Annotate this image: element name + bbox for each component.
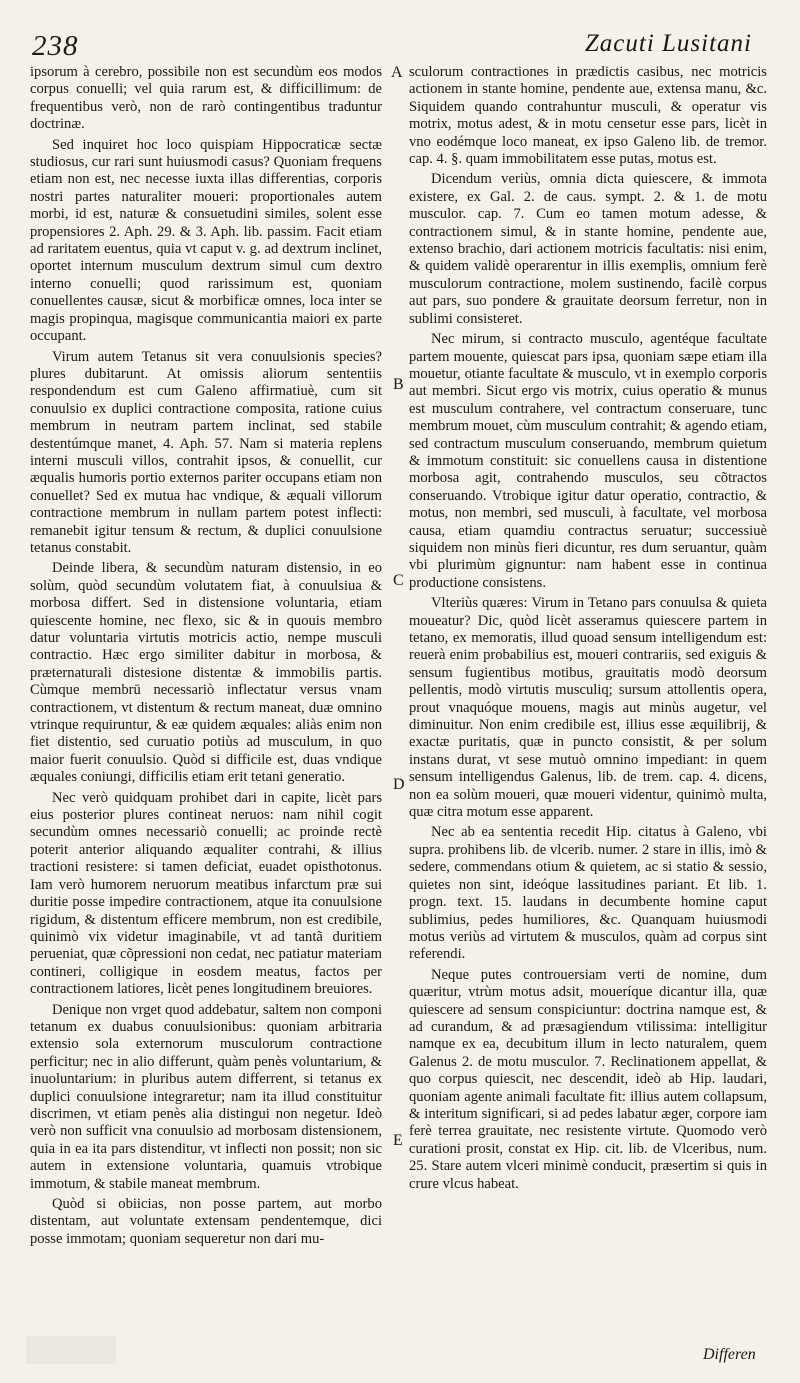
margin-marker: A	[391, 64, 403, 81]
paragraph: sculorum contractiones in prædictis casibus, nec motricis actionem in stante homine, pendente aue, extensa manu, &c. Siquidem quando contrahuntur musculi, & operatur vis motrix, motus adest, & in motu censetur esse pars, licèt in vno eodémque loco maneat, ex ipso Galeno lib. de tremor. cap. 4. §. quam immobilitatem esse putas, motus est.	[409, 64, 767, 168]
margin-marker: D	[393, 776, 405, 793]
paragraph: Virum autem Tetanus sit vera conuulsionis species? plures dubitarunt. At omissis aliorum sententiis respondendum est cum Galeno affirmatiuè, cum sit conuulsio ex duplici contractione composita, ratione cuius membrum in neutram partem inclinat, sed stabile destentúmque manet, 4. Aph. 57. Nam si materia replens interni musculi villos, contrahit ipsos, & conuellit, cur æqualis humoris portio externos pariter occupans etiam non conuellet? Sed ex mutua hac vndique, & æquali villorum contractione membrum in nullam partem potest inflecti: remanebit igitur tensum & rectum, & duplici conuulsione tetanus constabit.	[30, 348, 382, 556]
left-column	[30, 64, 382, 1251]
paragraph: Neque putes controuersiam verti de nomine, dum quæritur, vtrùm motus adsit, moueríque dicantur illa, quæ quiescere ad sensum conspiciuntur: doctrina namque est, & ad curandum, & ad præsagiendum vtilissima: intelligitur namque ex ea, decubitum illum in lecto naturalem, quem Galenus 2. de motu musculor. 7. Reclinationem appellat, & quo corpus quiescit, nec descendit, ideò ab Hip. laudari, quoniam agente animali facultate fit: illius autem collapsum, & interitum significari, si ad pedes labatur æger, corpore iam ferè terrea grauitate, nec resistente virtute. Quomodo verò curationi prosit, constat ex Hip. cit. lib. de Vlceribus, num. 25. Stare autem vlceri minimè conducit, præsertim si quis in crure vlcus habeat.	[409, 966, 767, 1192]
paragraph: Vlteriùs quæres: Virum in Tetano pars conuulsa & quieta moueatur? Dic, quòd licèt asseramus quiescere partem in tetano, ex memoratis, illud quoad sensum intelligendum est: reuerà enim probabilius est, moueri contrariis, sed exiguis & sensum fugientibus motibus, grauitatis modò deorsum pellentis, modò virtutis musculiq; sursum attollentis opera, prout vnaquóque mouens, magis aut minùs augetur, vel diminuitur. Non enim credibile est, illius esse æquilibrij, & exactæ puritatis, quæ in puncto consistit, & per solum instans durat, vt sese mutuò omnino impediant: in quem sensum intelligendus Galenus, lib. de trem. cap. 4. dicens, non ea solùm moueri, quæ moueri videntur, quinimò multa, quæ citra motum esse apparent.	[409, 595, 767, 821]
right-column	[409, 64, 767, 1196]
paragraph: Nec mirum, si contracto musculo, agentéque facultate partem mouente, quiescat pars ipsa, quoniam sæpe etiam illa mouetur, otiante facultate & musculo, vt in exemplo corporis aut membri. Sicut ergo vis motrix, cuius operatio & munus est musculum contrahere, vel contractum conseruare, tunc membrum mouet, cùm musculum contrahit; & agendo etiam, sed contractum musculum conseruando, membrum quietum & immotum constituit: sic conuellens causa in distentione morbosa agit, contrahendo musculos, seu cõtractos conseruando. Vtrobique igitur datur operatio, contractio, & motus, non membri, sed musculi, à facultate, vel morbosa causa, etiam quamdiu contractus seruatur; successiuè siquidem non minùs fieri dicuntur, res dum seruantur, quàm vbi plurimùm gignuntur: nam habent esse in continua productione consistens.	[409, 331, 767, 591]
margin-marker: C	[393, 572, 404, 589]
running-title: Zacuti Lusitani	[584, 30, 752, 57]
paragraph: Nec ab ea sententia recedit Hip. citatus à Galeno, vbi supra. prohibens lib. de vlcerib. numer. 2 stare in illis, imò & sedere, commendans otium & quietem, ac si statio & sessio, quietes non sint, ideóque lassitudines pariant. Et lib. 1. progn. text. 15. laudans in decumbente homine caput sublimius, pedes humiliores, &c. Quanquam huiusmodi motus veriùs ad virtutem & musculos, quàm ad corpus sint referendi.	[409, 824, 767, 963]
page-number: 238	[32, 30, 79, 62]
paragraph: Dicendum veriùs, omnia dicta quiescere, & immota existere, ex Gal. 2. de caus. sympt. 2. & 1. de motu musculor. cap. 7. Cum eo tamen motum adesse, & contractionem simul, & in stante homine, pendente aue, extenso brachio, dari actionem motricis facultatis: nisi enim, & quidem validè operarentur in illis exemplis, omnium ferè musculorum contractione, molem sustinendo, facilè corpus aut pars, suo pondere & grauitate deorsum ferretur, non in sublimi consisteret.	[409, 171, 767, 327]
paragraph: ipsorum à cerebro, possibile non est secundùm eos modos corpus conuelli; vel quia rarum est, & difficillimum: de frequentibus verò, non de rarò contingentibus traduntur doctrinæ.	[30, 64, 382, 133]
paragraph: Denique non vrget quod addebatur, saltem non componi tetanum ex duabus conuulsionibus: quoniam arbitraria extensio sola externorum musculorum contractione perficitur; nec in alio differunt, quàm penès voluntarium, & inuoluntarium: in pluribus autem differrent, si tetanus ex duplici conuulsione integraretur; nam ita illud constituitur discrimen, vt etiam penès alia distingui non negetur. Ideò verò non sufficit vna conuulsio ad morbosam distensionem, quia in ea ita pars distenditur, vt inflecti non possit; non sic autem in extensione voluntaria, quamuis vtrobique immotum, & stabile maneat membrum.	[30, 1001, 382, 1192]
paragraph: Sed inquiret hoc loco quispiam Hippocraticæ sectæ studiosus, cur rari sunt huiusmodi casus? Quoniam frequens etiam non est, nec necesse iuxta illas differentias, corporis nostri partes naturaliter moueri: proportionales autem morbi, id est, naturæ & consuetudini similes, solent esse propensiores 2. Aph. 29. & 3. Aph. lib. passim. Facit etiam ad raritatem euentus, quia vt caput v. g. ad dextrum inclinet, oportet internum musculum dextrum simul cum dextro interno conuelli; quod rarissimum est, quoniam conuellentes causæ, sicut & morbificæ omnes, loca inter se magis propinqua, magisque communicantia maiori ex parte occupant.	[30, 136, 382, 345]
paragraph: Nec verò quidquam prohibet dari in capite, licèt pars eius posterior plures contineat neruos: nam nihil cogit secundùm omnes necessariò conuelli; ac proinde rectè poterit anterior aliquando æqualiter contrahi, & illius tractioni resistere: si tamen deficiat, euadet opisthotonus. Iam verò humorem neruorum meatibus infarctum præ sui duritie posse impedire contractionem, atque ita conuulsione rigidum, & distentum efficere membrum, non est credibile, quinimò vix videtur imaginabile, vt ad tantã duritiem perueniat, quæ cõpressioni non cedat, nec patiatur materiam contineri, colligique in eosdem meatus, factos per contractionem latiores, licèt penes longitudinem breuiores.	[30, 789, 382, 998]
ink-smudge	[26, 1336, 116, 1364]
catchword: Differen	[703, 1346, 756, 1363]
margin-marker: B	[393, 376, 404, 393]
paragraph: Deinde libera, & secundùm naturam distensio, in eo solùm, quòd secundùm volutatem fiat, à conuulsiua & morbosa differt. Sed in distensione voluntaria, etiam quiescente homine, nec flexo, sic & in quouis membro datur voluntaria virtutis motricis actio, nempe musculi contractio. Hæc ergo similiter dabitur in morbosa, & præternaturali distesione distentæ & immobilis partis. Cùmque membrū necessariò inflectatur versus vnam contractionem, vt distentum & rectum maneat, duæ omnino vtrinque requiruntur, & eæ quidem æquales: aliàs enim non fiet distentio, sed curuatio potiùs ad musculum, in quo maior fuerit conuulsio. Quòd si difficile est, duas vndique æquales coniungi, difficilis etiam erit tetani generatio.	[30, 560, 382, 786]
paragraph: Quòd si obiicias, non posse partem, aut morbo distentam, aut voluntate extensam pendentemque, dici posse immotam; quoniam sequeretur non dari mu-	[30, 1196, 382, 1247]
margin-marker: E	[393, 1132, 403, 1149]
